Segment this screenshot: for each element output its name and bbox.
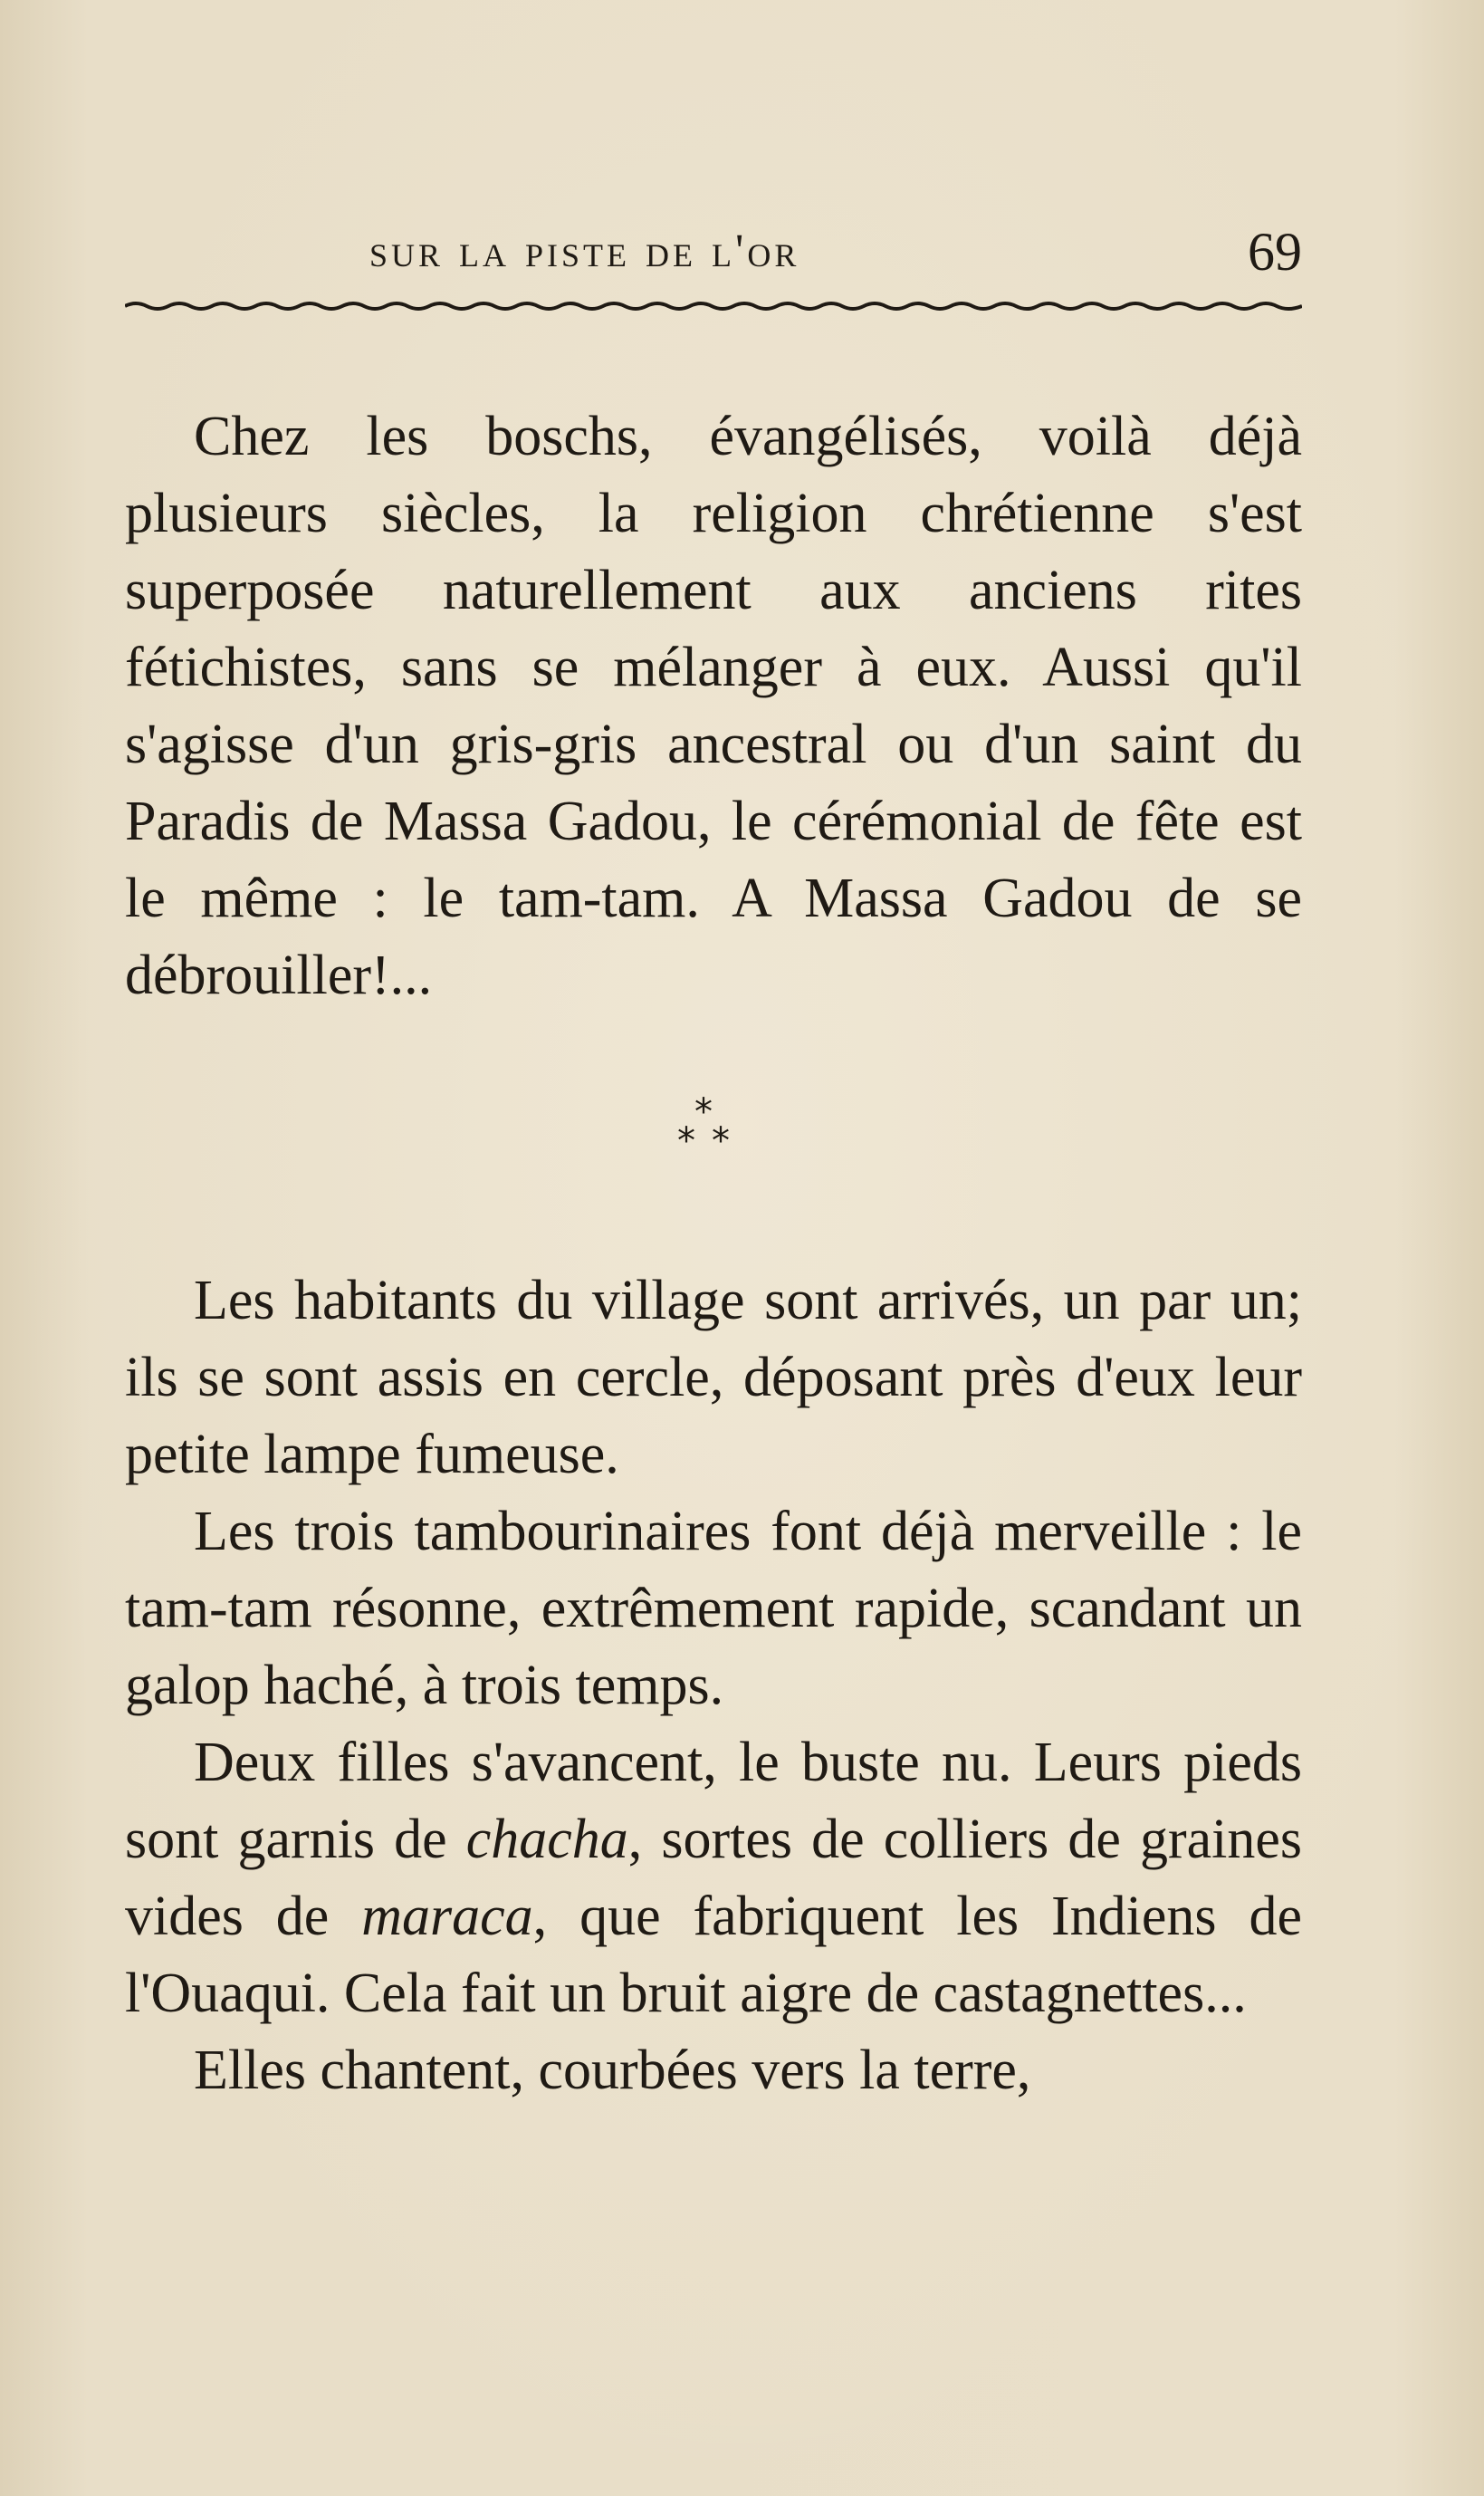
paragraph: Les habitants du village sont arrivés, un par un; ils se sont assis en cercle, déposant près d'eux leur petite lampe fumeuse. bbox=[125, 1270, 1302, 1485]
text-run: , que fabriquent les Indiens de l'Ouaqui. Cela fait un bruit aigre de castagnettes... bbox=[125, 1886, 1303, 2024]
paragraph: Chez les boschs, évangélisés, voilà déjà plusieurs siècles, la religion chrétienne s'est superposée naturellement aux anciens rites fétichistes, sans se mélanger à eux. Aussi qu'il s'agisse d'un gris-gris ancestral ou d'un saint du Paradis de Massa Gadou, le cérémonial de fête est le même : le tam-tam. A Massa Gadou de se débrouiller!... bbox=[125, 406, 1302, 1006]
paragraph: Elles chantent, courbées vers la terre, bbox=[194, 2040, 1031, 2101]
asterism-separator bbox=[652, 1085, 761, 1185]
paragraph: Les trois tambourinaires font déjà merveille : le tam-tam résonne, extrêmement rapide, scandant un galop haché, à trois temps. bbox=[125, 1501, 1302, 1716]
asterism-star: * bbox=[712, 1120, 730, 1162]
section-two bbox=[125, 1262, 1302, 2109]
asterism-star: * bbox=[694, 1091, 713, 1133]
page-number: 69 bbox=[1248, 222, 1302, 282]
header-rule bbox=[125, 299, 1302, 312]
asterism-star: * bbox=[677, 1120, 695, 1162]
running-head bbox=[125, 222, 1302, 288]
text-run: Deux filles s'avancent, le buste nu. Leurs pieds sont garnis de bbox=[125, 1732, 1302, 1870]
section-one bbox=[125, 398, 1302, 1014]
italic-term: chacha bbox=[465, 1809, 628, 1870]
text-run: , sortes de colliers de graines vides de bbox=[125, 1809, 1303, 1947]
running-title: sur la piste de l'or bbox=[369, 226, 800, 277]
italic-term: maraca bbox=[361, 1886, 533, 1947]
paragraph bbox=[125, 1724, 1302, 2032]
